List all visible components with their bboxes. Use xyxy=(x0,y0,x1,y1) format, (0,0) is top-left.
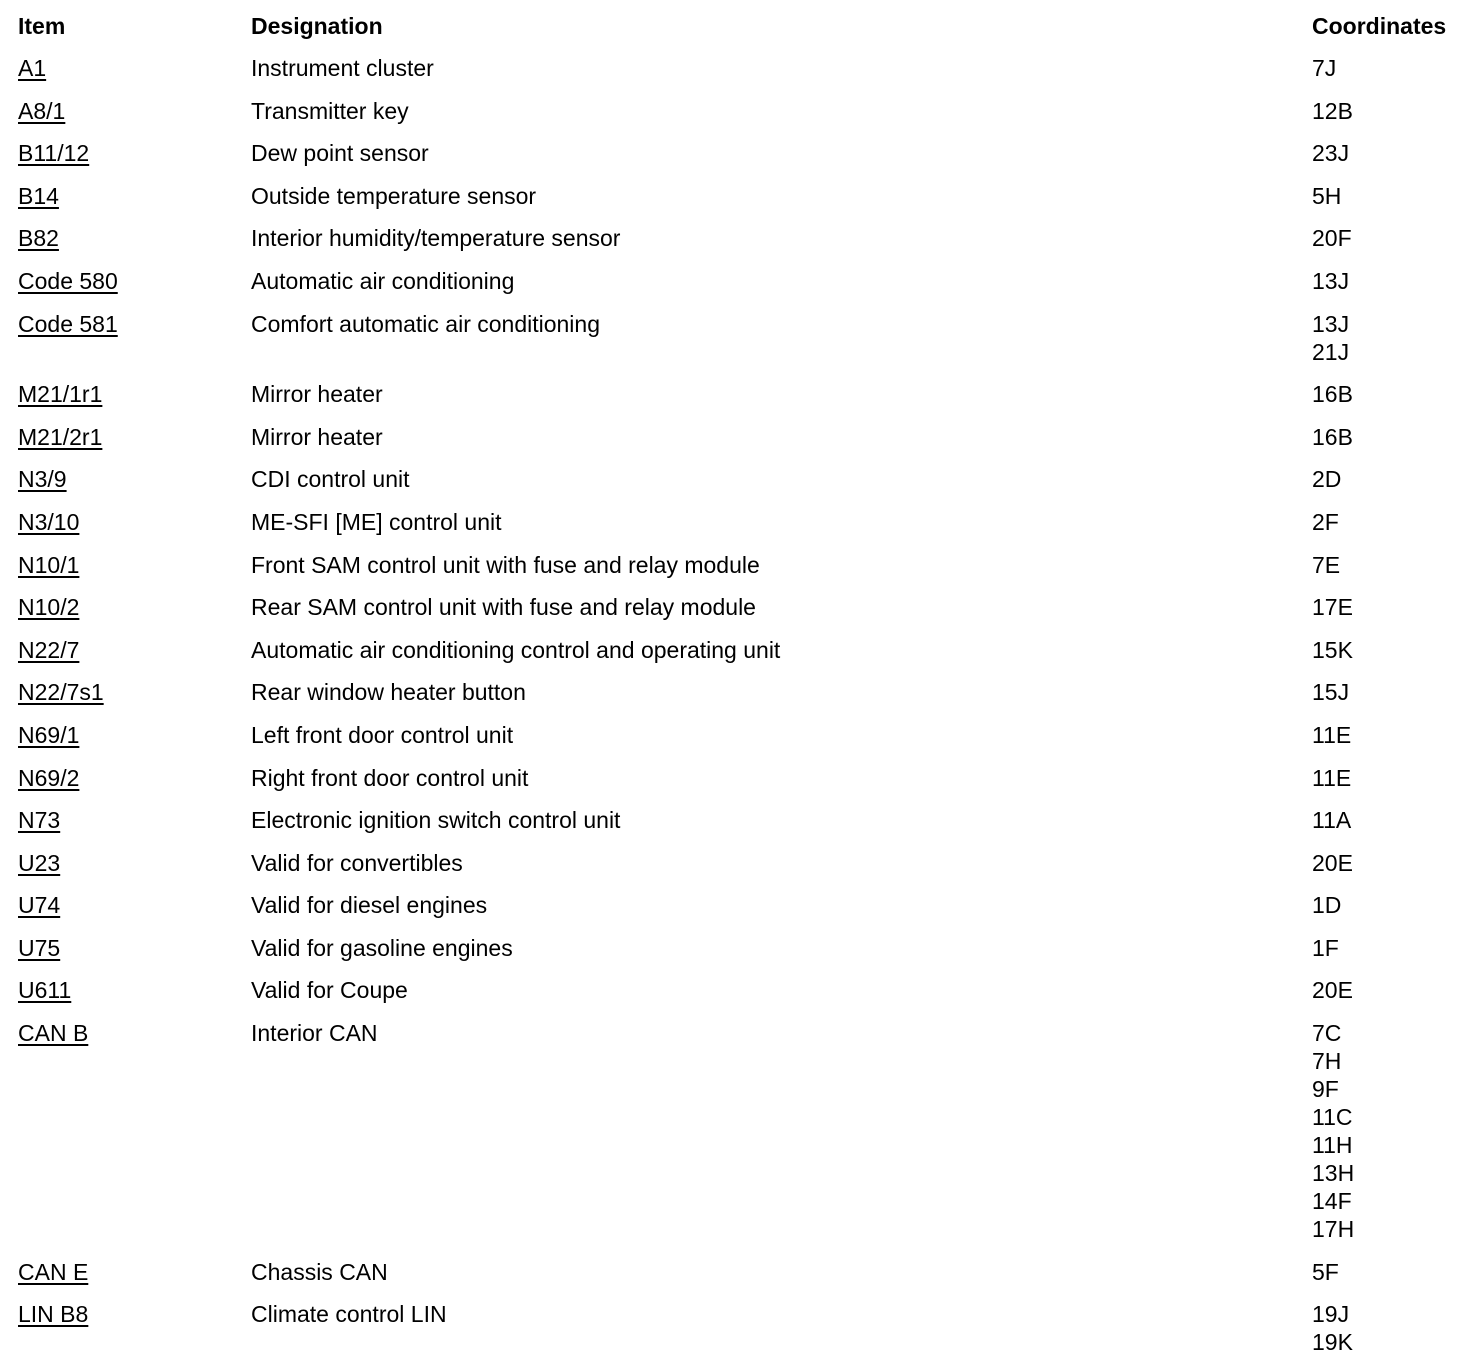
item-cell xyxy=(18,976,251,1004)
coordinates-cell xyxy=(1312,465,1468,493)
designation-cell: Electronic ignition switch control unit xyxy=(251,807,621,834)
table-row xyxy=(18,764,1468,807)
item-cell xyxy=(18,1258,251,1286)
coordinates-cell xyxy=(1312,54,1468,82)
table-row xyxy=(18,423,1468,466)
coordinates-cell xyxy=(1312,551,1468,579)
item-cell xyxy=(18,849,251,877)
designation-cell: Instrument cluster xyxy=(251,55,434,81)
column-header-coordinates: Coordinates xyxy=(1312,13,1447,39)
item-cell xyxy=(18,139,251,167)
item-cell xyxy=(18,182,251,210)
item-cell xyxy=(18,97,251,125)
item-link[interactable]: N22/7s1 xyxy=(18,679,104,706)
coordinates-cell xyxy=(1312,891,1468,919)
coordinate-value: 11H xyxy=(1312,1132,1353,1159)
column-header-designation: Designation xyxy=(251,13,383,39)
designation-cell: Automatic air conditioning control and operating unit xyxy=(251,636,781,663)
coordinates-cell xyxy=(1312,508,1468,536)
designation-cell: Dew point sensor xyxy=(251,140,429,167)
item-link[interactable]: Code 580 xyxy=(18,267,118,294)
item-cell xyxy=(18,934,251,962)
designation-cell: Valid for gasoline engines xyxy=(251,934,513,961)
item-link[interactable]: LIN B8 xyxy=(18,1301,89,1328)
coordinates-cell xyxy=(1312,721,1468,749)
coordinate-value: 2F xyxy=(1312,508,1339,535)
coordinate-value: 13J xyxy=(1312,267,1350,294)
coordinates-cell xyxy=(1312,976,1468,1004)
table-row xyxy=(18,465,1468,508)
item-link[interactable]: B14 xyxy=(18,182,59,209)
table-row xyxy=(18,508,1468,551)
table-row xyxy=(18,721,1468,764)
coordinate-value: 20E xyxy=(1312,977,1353,1004)
table-row xyxy=(18,224,1468,267)
coordinates-cell xyxy=(1312,423,1468,451)
table-row xyxy=(18,54,1468,97)
coordinate-value: 5H xyxy=(1312,182,1342,209)
table-row xyxy=(18,139,1468,182)
designation-cell: CDI control unit xyxy=(251,466,410,493)
table-row xyxy=(18,891,1468,934)
table-row xyxy=(18,1258,1468,1301)
item-link[interactable]: N22/7 xyxy=(18,636,80,663)
coordinate-value: 20E xyxy=(1312,849,1353,876)
designation-cell: Interior humidity/temperature sensor xyxy=(251,225,621,252)
item-cell xyxy=(18,806,251,834)
coordinates-cell xyxy=(1312,593,1468,621)
table-row xyxy=(18,551,1468,594)
table-row xyxy=(18,182,1468,225)
coordinates-cell xyxy=(1312,1300,1468,1356)
item-link[interactable]: N10/2 xyxy=(18,594,80,621)
coordinate-value: 16B xyxy=(1312,423,1353,450)
coordinate-value: 11C xyxy=(1312,1104,1353,1131)
item-link[interactable]: U611 xyxy=(18,977,72,1004)
item-link[interactable]: U74 xyxy=(18,892,61,919)
coordinates-cell xyxy=(1312,1019,1468,1243)
coordinate-value: 7C xyxy=(1312,1020,1342,1047)
designation-cell: Rear SAM control unit with fuse and relay module xyxy=(251,594,756,621)
item-cell xyxy=(18,508,251,536)
coordinates-cell xyxy=(1312,1258,1468,1286)
legend-table xyxy=(18,12,1468,1371)
coordinate-value: 21J xyxy=(1312,338,1350,365)
item-link[interactable]: Code 581 xyxy=(18,310,118,337)
table-body xyxy=(18,54,1468,1371)
item-link[interactable]: U23 xyxy=(18,849,61,876)
table-row xyxy=(18,636,1468,679)
item-cell xyxy=(18,267,251,295)
coordinate-value: 13J xyxy=(1312,310,1350,337)
coordinates-cell xyxy=(1312,380,1468,408)
coordinates-cell xyxy=(1312,678,1468,706)
item-link[interactable]: CAN B xyxy=(18,1020,89,1047)
coordinate-value: 15K xyxy=(1312,636,1353,663)
item-cell xyxy=(18,224,251,252)
coordinates-cell xyxy=(1312,806,1468,834)
coordinates-cell xyxy=(1312,764,1468,792)
designation-cell: Chassis CAN xyxy=(251,1258,388,1285)
coordinate-value: 1D xyxy=(1312,892,1342,919)
item-cell xyxy=(18,678,251,706)
table-row xyxy=(18,380,1468,423)
table-row xyxy=(18,593,1468,636)
coordinate-value: 14F xyxy=(1312,1188,1352,1215)
item-cell xyxy=(18,1019,251,1047)
coordinate-value: 20F xyxy=(1312,225,1352,252)
designation-cell: Mirror heater xyxy=(251,423,383,450)
item-cell xyxy=(18,593,251,621)
coordinate-value: 2D xyxy=(1312,466,1342,493)
item-cell xyxy=(18,764,251,792)
table-header xyxy=(18,12,1468,54)
table-row xyxy=(18,267,1468,310)
coordinate-value: 16B xyxy=(1312,381,1353,408)
coordinate-value: 19J xyxy=(1312,1301,1350,1328)
table-row xyxy=(18,806,1468,849)
coordinate-value: 11E xyxy=(1312,721,1352,748)
coordinate-value: 9F xyxy=(1312,1076,1339,1103)
coordinate-value: 23J xyxy=(1312,140,1350,167)
item-cell xyxy=(18,636,251,664)
item-cell xyxy=(18,380,251,408)
coordinate-value: 1F xyxy=(1312,934,1339,961)
coordinates-cell xyxy=(1312,310,1468,366)
designation-cell: Rear window heater button xyxy=(251,679,526,706)
item-link[interactable]: U75 xyxy=(18,934,61,961)
designation-cell: Mirror heater xyxy=(251,381,383,408)
coordinates-cell xyxy=(1312,934,1468,962)
table-row xyxy=(18,1300,1468,1371)
item-cell xyxy=(18,465,251,493)
designation-cell: Left front door control unit xyxy=(251,721,514,748)
item-link[interactable]: N73 xyxy=(18,807,61,834)
item-link[interactable]: N69/2 xyxy=(18,764,80,791)
coordinate-value: 7J xyxy=(1312,55,1337,81)
coordinates-cell xyxy=(1312,182,1468,210)
table-row xyxy=(18,976,1468,1019)
table-row xyxy=(18,678,1468,721)
coordinates-cell xyxy=(1312,139,1468,167)
coordinate-value: 5F xyxy=(1312,1258,1339,1285)
item-link[interactable]: M21/1r1 xyxy=(18,381,103,408)
table-row xyxy=(18,1019,1468,1258)
coordinate-value: 11E xyxy=(1312,764,1352,791)
coordinate-value: 7E xyxy=(1312,551,1341,578)
designation-cell: Outside temperature sensor xyxy=(251,182,537,209)
coordinate-value: 12B xyxy=(1312,97,1353,124)
item-link[interactable]: CAN E xyxy=(18,1258,89,1285)
table-row xyxy=(18,97,1468,140)
designation-cell: Valid for convertibles xyxy=(251,849,463,876)
coordinates-cell xyxy=(1312,636,1468,664)
designation-cell: Automatic air conditioning xyxy=(251,267,515,294)
table-row xyxy=(18,934,1468,977)
designation-cell: Comfort automatic air conditioning xyxy=(251,310,600,337)
coordinate-value: 13H xyxy=(1312,1160,1355,1187)
item-link[interactable]: N3/10 xyxy=(18,508,80,535)
item-link[interactable]: N10/1 xyxy=(18,551,80,578)
coordinate-value: 17H xyxy=(1312,1216,1355,1243)
table-row xyxy=(18,849,1468,892)
coordinate-value: 17E xyxy=(1312,594,1353,621)
item-link[interactable]: A1 xyxy=(18,55,47,81)
coordinate-value: 15J xyxy=(1312,679,1350,706)
designation-cell: Valid for diesel engines xyxy=(251,892,488,919)
item-link[interactable]: B11/12 xyxy=(18,140,90,167)
table-row xyxy=(18,310,1468,381)
item-link[interactable]: A8/1 xyxy=(18,97,66,124)
item-link[interactable]: B82 xyxy=(18,225,59,252)
item-link[interactable]: M21/2r1 xyxy=(18,423,103,450)
item-link[interactable]: N69/1 xyxy=(18,721,80,748)
column-header-item: Item xyxy=(18,13,66,39)
designation-cell: Transmitter key xyxy=(251,97,409,124)
item-cell xyxy=(18,54,251,82)
item-link[interactable]: N3/9 xyxy=(18,466,67,493)
designation-cell: Valid for Coupe xyxy=(251,977,408,1004)
designation-cell: Interior CAN xyxy=(251,1020,378,1047)
coordinate-value: 7H xyxy=(1312,1048,1342,1075)
coordinate-value: 11A xyxy=(1312,807,1352,834)
coordinate-value: 19K xyxy=(1312,1329,1353,1356)
designation-cell: Front SAM control unit with fuse and relay module xyxy=(251,551,760,578)
coordinates-cell xyxy=(1312,267,1468,295)
item-cell xyxy=(18,310,251,338)
coordinates-cell xyxy=(1312,224,1468,252)
designation-cell: Climate control LIN xyxy=(251,1301,447,1328)
coordinates-cell xyxy=(1312,97,1468,125)
item-cell xyxy=(18,891,251,919)
item-cell xyxy=(18,551,251,579)
designation-cell: Right front door control unit xyxy=(251,764,529,791)
item-cell xyxy=(18,423,251,451)
item-cell xyxy=(18,721,251,749)
designation-cell: ME-SFI [ME] control unit xyxy=(251,508,502,535)
coordinates-cell xyxy=(1312,849,1468,877)
item-cell xyxy=(18,1300,251,1328)
